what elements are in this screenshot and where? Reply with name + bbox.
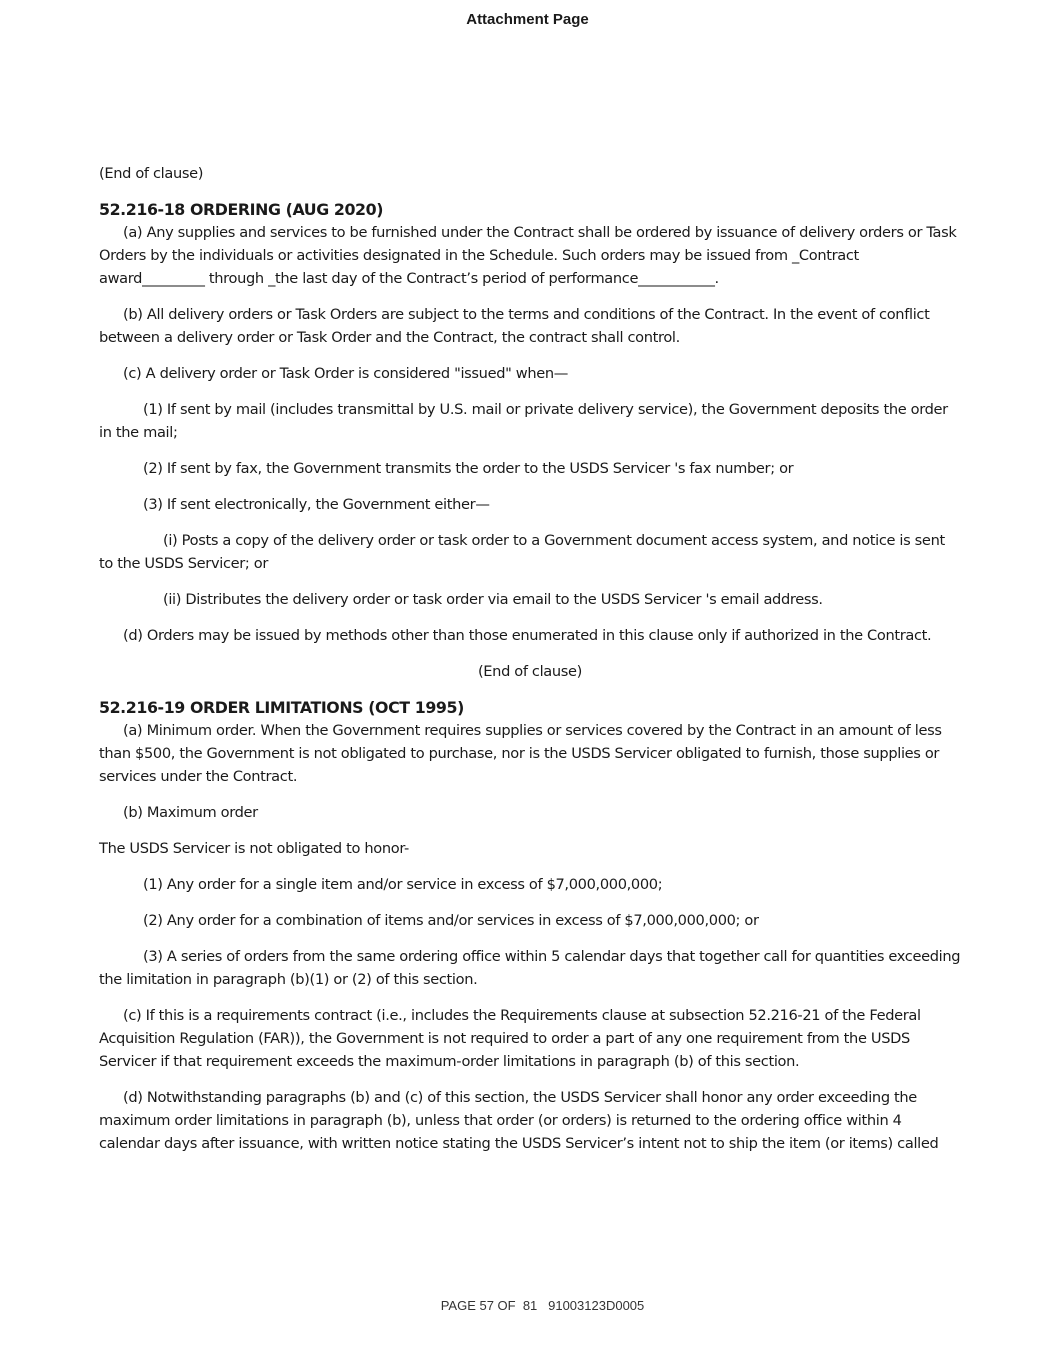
paragraph-c3-ii: (ii) Distributes the delivery order or task order via email to the USDS Servicer 's email address. (163, 591, 823, 608)
paragraph-b: (b) Maximum order (123, 804, 258, 821)
page-number-text: PAGE 57 OF 81 91003123D0005 (440, 1298, 645, 1313)
document-body (99, 162, 961, 1168)
clause-heading-ordering: 52.216-18 ORDERING (AUG 2020) (99, 200, 384, 219)
end-of-clause-text: (End of clause) (477, 663, 583, 680)
paragraph-c2: (2) If sent by fax, the Government transmits the order to the USDS Servicer 's fax number; or (143, 460, 794, 477)
paragraph-b: (b) All delivery orders or Task Orders are subject to the terms and conditions of the Contract. In the event of conflict between a delivery order or Task Order and the Contract, the contract shall control. (99, 306, 930, 346)
paragraph-c1: (1) If sent by mail (includes transmittal by U.S. mail or private delivery service), the Government deposits the order in the mail; (99, 401, 948, 441)
paragraph-a: (a) Any supplies and services to be furnished under the Contract shall be ordered by issuance of delivery orders or Task Orders by the individuals or activities designated in the Schedule. Such orders may be issued from _Contract award_________ through _the last day of the Contract’s period of performance___________. (99, 224, 957, 287)
paragraph-d: (d) Orders may be issued by methods other than those enumerated in this clause only if authorized in the Contract. (123, 627, 932, 644)
end-of-clause-text: (End of clause) (99, 165, 204, 182)
paragraph-c3-i: (i) Posts a copy of the delivery order or task order to a Government document access system, and notice is sent to the USDS Servicer; or (99, 532, 945, 572)
page-footer (0, 1298, 1055, 1313)
paragraph-b2: (2) Any order for a combination of items and/or services in excess of $7,000,000,000; or (143, 912, 759, 929)
paragraph-b1: (1) Any order for a single item and/or service in excess of $7,000,000,000; (143, 876, 663, 893)
paragraph-c3: (3) If sent electronically, the Government either— (143, 496, 490, 513)
paragraph-c: (c) A delivery order or Task Order is considered "issued" when— (123, 365, 569, 382)
paragraph-d: (d) Notwithstanding paragraphs (b) and (c) of this section, the USDS Servicer shall honor any order exceeding the maximum order limitations in paragraph (b), unless that order (or orders) is returned to the ordering office within 4 calendar days after issuance, with written notice stating the USDS Servicer’s intent not to ship the item (or items) called (99, 1089, 939, 1152)
paragraph-c: (c) If this is a requirements contract (i.e., includes the Requirements clause at subsection 52.216-21 of the Federal Acquisition Regulation (FAR)), the Government is not required to order a part of any one requirement from the USDS Servicer if that requirement exceeds the maximum-order limitations in paragraph (b) of this section. (99, 1007, 921, 1070)
page-header-title: Attachment Page (466, 11, 589, 28)
clause-heading-order-limitations: 52.216-19 ORDER LIMITATIONS (OCT 1995) (99, 698, 464, 717)
paragraph-a: (a) Minimum order. When the Government requires supplies or services covered by the Contract in an amount of less than $500, the Government is not obligated to purchase, nor is the USDS Servicer obligated to furnish, those supplies or services under the Contract. (99, 722, 942, 785)
paragraph-b3: (3) A series of orders from the same ordering office within 5 calendar days that together call for quantities exceeding the limitation in paragraph (b)(1) or (2) of this section. (99, 948, 961, 988)
paragraph-b-intro: The USDS Servicer is not obligated to honor- (99, 840, 409, 857)
